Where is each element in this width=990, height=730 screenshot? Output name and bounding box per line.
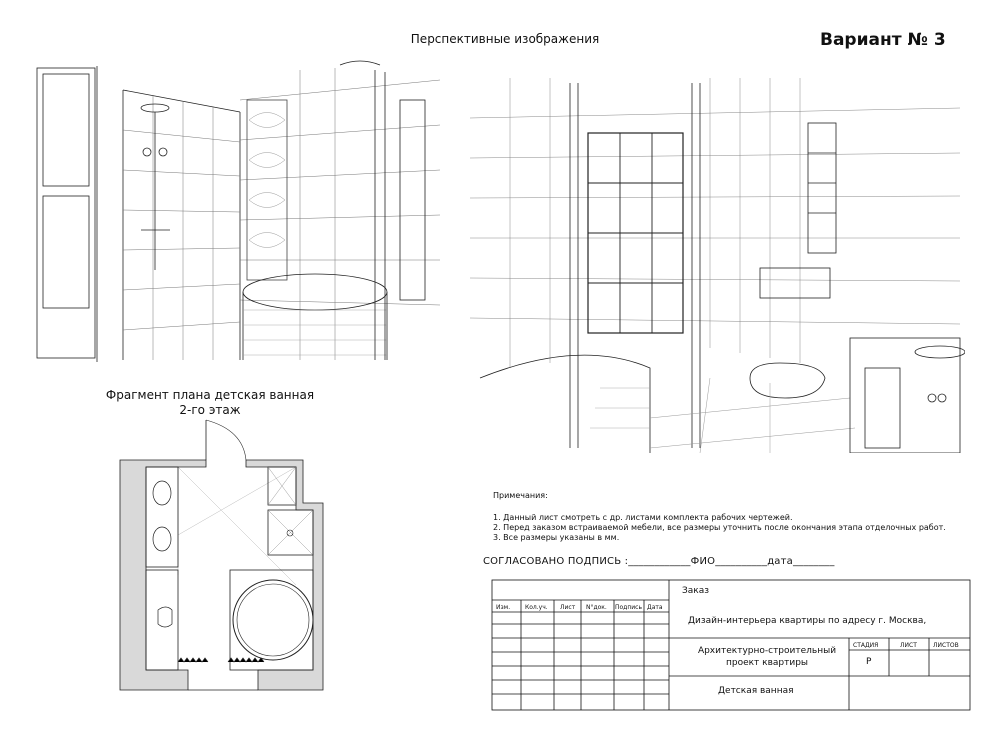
approval-signature-line: СОГЛАСОВАНО ПОДПИСЬ :____________ФИО__________дата________: [483, 556, 835, 567]
title-block-project-line-2: проект квартиры: [725, 658, 809, 668]
plan-title-line-1: Фрагмент плана детская ванная: [105, 388, 315, 402]
title-block-sheet-name: Детская ванная: [718, 686, 794, 696]
notes-heading: Примечания:: [493, 491, 548, 500]
page-header-title: Перспективные изображения: [410, 32, 600, 46]
title-block-col-sheet: Лист: [560, 604, 576, 611]
title-block-col-signature: Подпись: [615, 604, 642, 611]
plan-title-line-2: 2-го этаж: [179, 403, 241, 417]
title-block-project: [682, 645, 852, 669]
title-block-project-line-1: Архитектурно-строительный: [697, 646, 837, 656]
variant-label: Вариант № 3: [820, 30, 946, 50]
title-block-col-date: Дата: [647, 604, 663, 611]
title-block-col-count: Кол.уч.: [525, 604, 548, 611]
title-block-order-label: Заказ: [682, 586, 710, 596]
plan-title: [80, 388, 340, 418]
title-block-sheet-label: ЛИСТ: [900, 642, 917, 649]
title-block-design-line: Дизайн-интерьера квартиры по адресу г. Москва,: [688, 616, 927, 626]
perspective-drawing-left: [35, 60, 440, 375]
note-item: 1. Данный лист смотреть с др. листами комплекта рабочих чертежей.: [493, 513, 793, 522]
note-item: 3. Все размеры указаны в мм.: [493, 533, 620, 542]
title-block-stage-label: СТАДИЯ: [853, 642, 879, 649]
title-block-col-doc: N°док.: [586, 604, 607, 611]
note-item: 2. Перед заказом встраиваемой мебели, все размеры уточнить после окончания этапа отделочных работ.: [493, 523, 946, 532]
title-block-stage-value: Р: [866, 657, 872, 667]
title-block-col-change: Изм.: [496, 604, 511, 611]
notes-section: [493, 491, 946, 543]
perspective-drawing-right: [470, 78, 965, 453]
floor-plan: [118, 415, 333, 695]
title-block-sheets-label: ЛИСТОВ: [933, 642, 959, 649]
